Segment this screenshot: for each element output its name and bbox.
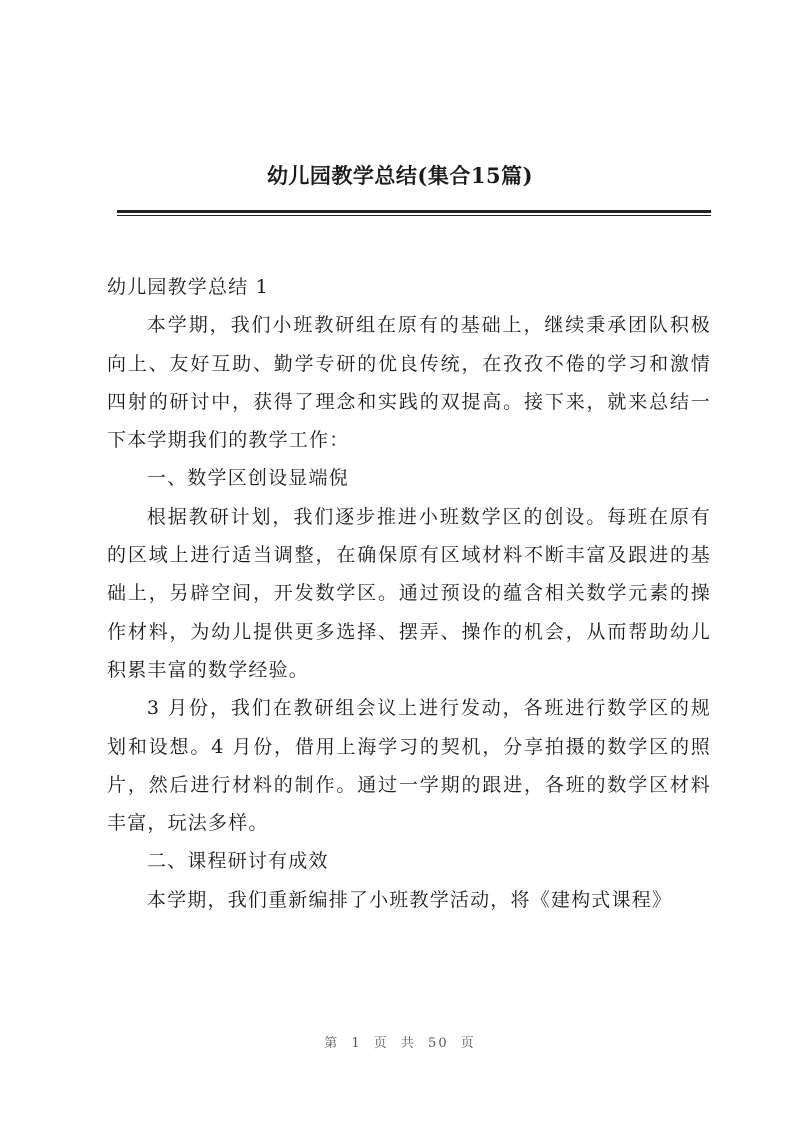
- page-title: 幼儿园教学总结(集合15篇): [266, 163, 534, 188]
- document-body: [107, 268, 711, 919]
- paragraph-march-april: 3 月份，我们在教研组会议上进行发动，各班进行数学区的规划和设想。4 月份，借用上海学习的契机，分享拍摄的数学区的照片，然后进行材料的制作。通过一学期的跟进，各班的数学区材料丰富，玩法多样。: [107, 697, 711, 835]
- title-rule: [117, 210, 711, 213]
- subheading-math-area: 一、数学区创设显端倪: [146, 467, 349, 490]
- paragraph-intro: 本学期，我们小班教研组在原有的基础上，继续秉承团队积极向上、友好互助、勤学专研的优良传统，在孜孜不倦的学习和激情四射的研讨中，获得了理念和实践的双提高。接下来，就来总结一下本学期我们的教学工作：: [107, 314, 711, 452]
- title-rule-thin: [117, 215, 711, 216]
- subheading-curriculum: 二、课程研讨有成效: [146, 850, 329, 873]
- page-footer: 第 1 页 共 50 页: [324, 1036, 476, 1051]
- paragraph-math-area: 根据教研计划，我们逐步推进小班数学区的创设。每班在原有的区域上进行适当调整，在确保原有区域材料不断丰富及跟进的基础上，另辟空间，开发数学区。通过预设的蕴含相关数学元素的操作材料，为幼儿提供更多选择、摆弄、操作的机会，从而帮助幼儿积累丰富的数学经验。: [107, 505, 711, 681]
- paragraph-curriculum: 本学期，我们重新编排了小班教学活动，将《建构式课程》: [146, 888, 673, 911]
- section-heading: 幼儿园教学总结 1: [107, 276, 269, 298]
